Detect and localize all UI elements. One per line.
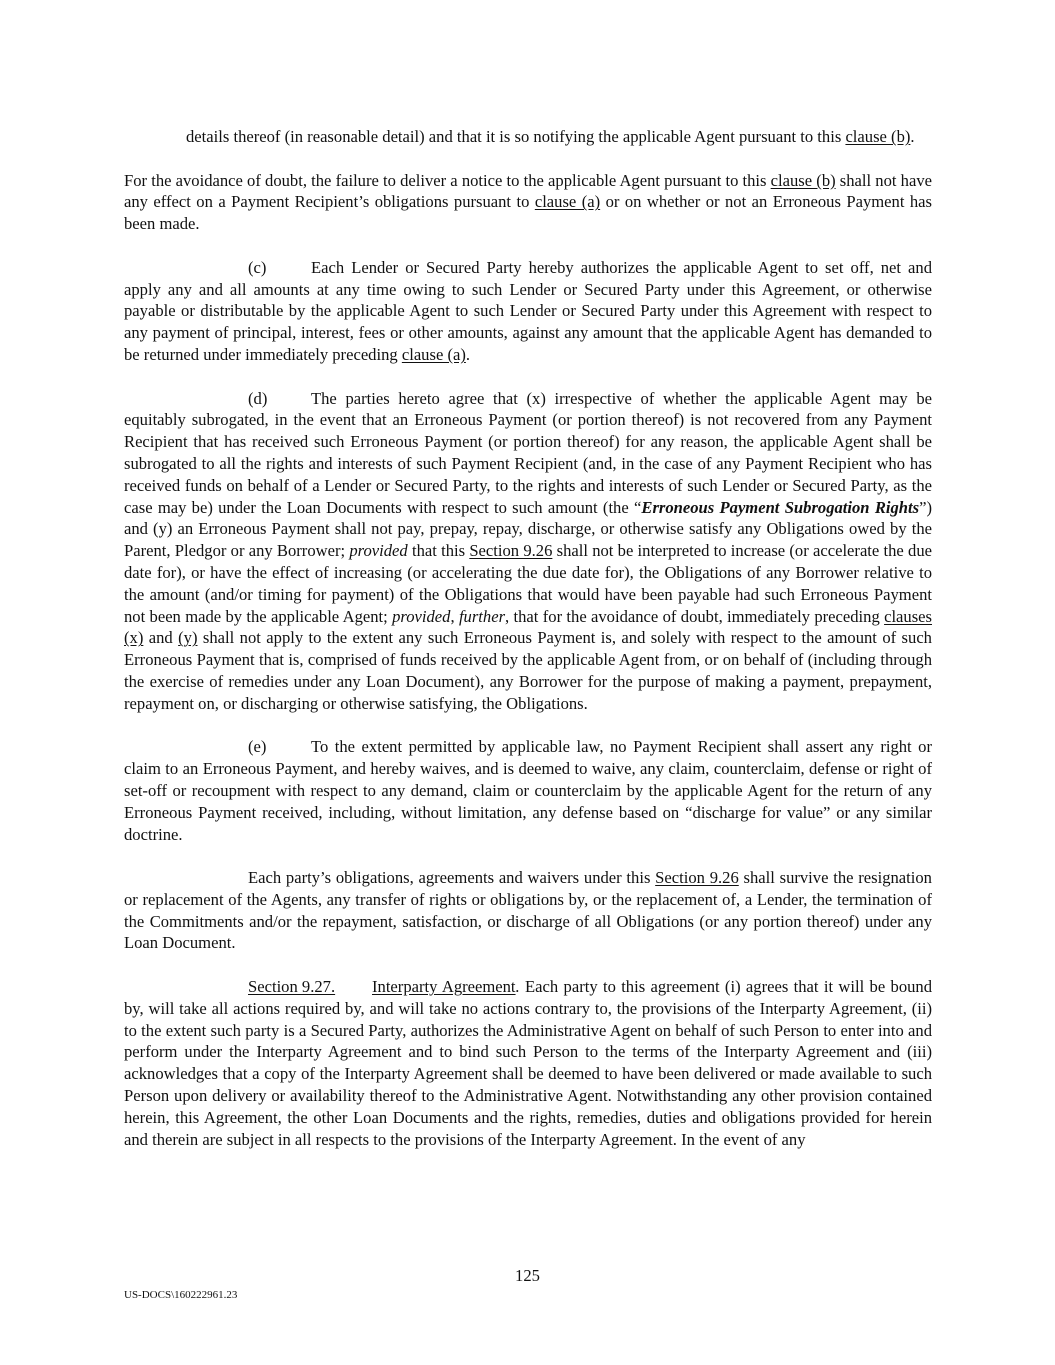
text: shall not have any effect on a Payment Recipient’s obligations pursuant to: [124, 170, 932, 212]
clause-reference: clause (a): [401, 344, 466, 364]
text: .: [515, 977, 520, 997]
text: ,: [450, 606, 459, 626]
paragraph-survival: [124, 867, 932, 954]
text: shall not be interpreted to increase (or accelerate the due date for), or have the effect of increasing (or accelerating the due date for), the Obligations of any Borrower relative to the amount (and/or timing for payment) of the Obligations that would have been payable had such Erroneous Payment not been made by the applicable Agent;: [124, 541, 932, 626]
section-reference: Section 9.26: [655, 868, 739, 888]
clause-reference: (y): [178, 628, 198, 648]
italic-term: further: [458, 606, 506, 626]
text: .: [465, 344, 471, 364]
text: Each party to this agreement (i) agrees that it will be bound by, will take all actions required by, and will take no actions contrary to, the provisions of the Interparty Agreement, (ii) to the extent such party is a Secured Party, authorizes the Administrative Agent on behalf of such Person to enter into and perform under the Interparty Agreement and to bind such Person to the terms of the Interparty Agreement and (iii) acknowledges that a copy of the Interparty Agreement shall be deemed to have been delivered or made available to such Person upon delivery or availability thereof to the Administrative Agent. Notwithstanding any other provision contained herein, this Agreement, the other Loan Documents and the rights, remedies, duties and obligations provided for herein and therein are subject in all respects to the provisions of the Interparty Agreement. In the event of any: [124, 977, 933, 1149]
clause-reference: clauses (x): [124, 606, 932, 648]
document-id: US-DOCS\160222961.23: [124, 1289, 238, 1301]
clause-reference: clause (b): [770, 170, 836, 190]
text: or on whether or not an Erroneous Payment has been made.: [124, 192, 932, 234]
text: shall survive the resignation or replacement of the Agents, any transfer of rights or obligations by, or the replacement of, a Lender, the termination of the Commitments and/or the repayment, satisfaction, or discharge of all Obligations (or any portion thereof) under any Loan Document.: [124, 868, 932, 953]
text: , that for the avoidance of doubt, immediately preceding: [505, 606, 885, 626]
text: For the avoidance of doubt, the failure to deliver a notice to the applicable Agent pursuant to this: [124, 170, 771, 190]
document-body: [124, 126, 932, 1172]
paragraph-d: [124, 388, 932, 715]
section-heading: Interparty Agreement: [372, 977, 516, 997]
italic-term: provided: [392, 606, 451, 626]
paragraph-b-continuation: [186, 126, 932, 148]
section-number: Section 9.27.: [248, 977, 336, 997]
paragraph-marker: (d): [248, 388, 268, 408]
section-9-27: [124, 976, 932, 1150]
paragraph-e: [124, 736, 932, 845]
text: shall not apply to the extent any such Erroneous Payment is, and solely with respect to the amount of such Erroneous Payment that is, comprised of funds received by the applicable Agent from, or on behalf of (including through the exercise of remedies under any Loan Document), any Borrower for the purpose of making a payment, prepayment, repayment on, or discharging or otherwise satisfying, the Obligations.: [124, 628, 932, 713]
paragraph-avoidance-of-doubt: [124, 170, 932, 235]
text: To the extent permitted by applicable law, no Payment Recipient shall assert any right or claim to an Erroneous Payment, and hereby waives, and is deemed to waive, any claim, counterclaim, defense or right of set-off or recoupment with respect to any demand, claim or counterclaim by the applicable Agent for the return of any Erroneous Payment received, including, without limitation, any defense based on “discharge for value” or any similar doctrine.: [124, 737, 932, 844]
text: .: [910, 127, 915, 146]
clause-reference: clause (b): [845, 127, 911, 146]
text: details thereof (in reasonable detail) and that it is so notifying the applicable Agent pursuant to this: [186, 127, 846, 146]
paragraph-marker: (c): [248, 257, 267, 277]
italic-term: provided: [349, 541, 408, 561]
text: ”) and (y) an Erroneous Payment shall not pay, prepay, repay, discharge, or otherwise satisfy any Obligations owed by the Parent, Pledgor or any Borrower;: [124, 497, 932, 561]
text: Each party’s obligations, agreements and waivers under this: [248, 868, 656, 888]
paragraph-c: [124, 257, 932, 366]
text: Each Lender or Secured Party hereby authorizes the applicable Agent to set off, net and apply any and all amounts at any time owing to such Lender or Secured Party under this Agreement, or otherwise payable or distributable by the applicable Agent to such Lender or Secured Party under this Agreement with respect to any payment of principal, interest, fees or other amounts, against any amount that the applicable Agent has demanded to be returned under immediately preceding: [124, 257, 932, 364]
section-reference: Section 9.26: [469, 541, 553, 561]
defined-term: Erroneous Payment Subrogation Rights: [641, 497, 920, 517]
paragraph-marker: (e): [248, 737, 267, 757]
text: and: [143, 628, 179, 648]
text: The parties hereto agree that (x) irrespective of whether the applicable Agent may be equitably subrogated, in the event that an Erroneous Payment (or portion thereof) is not recovered from any Payment Recipient that has received such Erroneous Payment (or portion thereof) for any reason, the applicable Agent shall be subrogated to all the rights and interests of such Payment Recipient (and, in the case of any Payment Recipient who has received funds on behalf of a Lender or Secured Party, to the rights and interests of such Lender or Secured Party, as the case may be) under the Loan Documents with respect to such amount (the “: [124, 388, 932, 517]
page-number: 125: [515, 1266, 540, 1285]
text: that this: [407, 541, 470, 561]
clause-reference: clause (a): [534, 192, 601, 212]
